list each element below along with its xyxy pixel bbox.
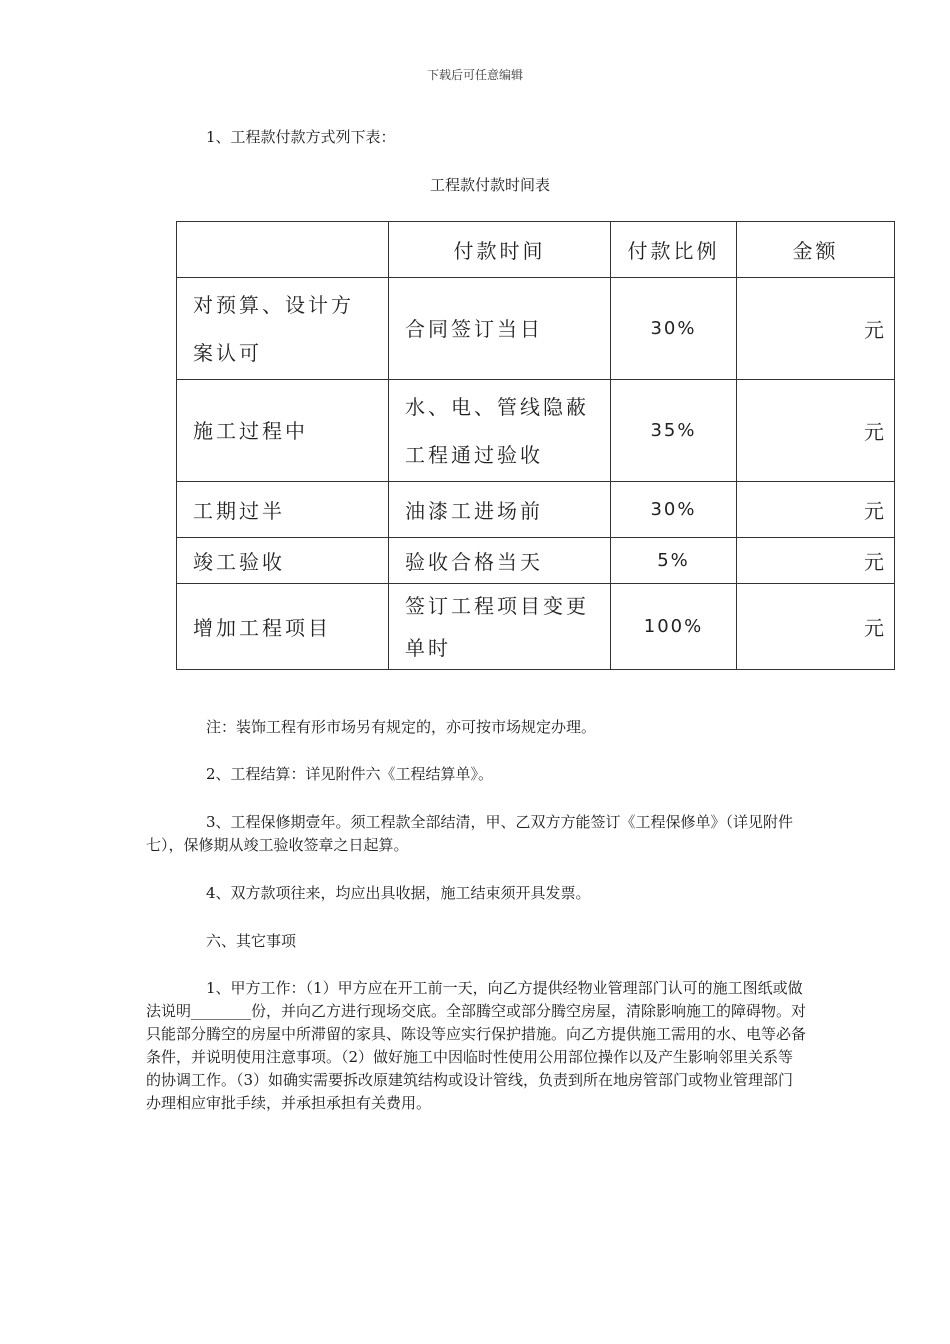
table-row	[177, 538, 895, 584]
amount-cell: 元	[737, 584, 895, 670]
header-cell-ratio: 付款比例	[611, 222, 737, 278]
amount-cell: 元	[737, 482, 895, 538]
stage-cell: 竣工验收	[177, 538, 389, 584]
table-row	[177, 482, 895, 538]
stage-cell: 工期过半	[177, 482, 389, 538]
ratio-cell: 100%	[611, 584, 737, 670]
time-cell: 签订工程项目变更单时	[389, 584, 611, 670]
ratio-cell: 30%	[611, 482, 737, 538]
time-cell: 油漆工进场前	[389, 482, 611, 538]
settlement-paragraph: 2、工程结算：详见附件六《工程结算单》。	[206, 765, 494, 783]
warranty-paragraph: 3、工程保修期壹年。须工程款全部结清，甲、乙双方方能签订《工程保修单》（详见附件七），保修期从竣工验收签章之日起算。	[146, 813, 794, 854]
table-row	[177, 278, 895, 380]
table-title: 工程款付款时间表	[429, 176, 550, 194]
stage-cell: 施工过程中	[177, 380, 389, 482]
stage-cell: 对预算、设计方案认可	[177, 278, 389, 380]
header-cell-time: 付款时间	[389, 222, 611, 278]
time-cell: 合同签订当日	[389, 278, 611, 380]
time-cell: 验收合格当天	[389, 538, 611, 584]
note-paragraph: 注：装饰工程有形市场另有规定的，亦可按市场规定办理。	[206, 718, 597, 736]
ratio-cell: 5%	[611, 538, 737, 584]
payment-receipt-paragraph: 4、双方款项往来，均应出具收据，施工结束须开具发票。	[206, 884, 591, 902]
party-a-duties-paragraph: 1、甲方工作：（1）甲方应在开工前一天，向乙方提供经物业管理部门认可的施工图纸或做法说明________份，并向乙方进行现场交底。全部腾空或部分腾空房屋，清除影响施工的障碍物。对只能部分腾空的房屋中所滞留的家具、陈设等应实行保护措施。向乙方提供施工需用的水、电等必备条件，并说明使用注意事项。（2）做好施工中因临时性使用公用部位操作以及产生影响邻里关系等的协调工作。（3）如确实需要拆改原建筑结构或设计管线，负责到所在地房管部门或物业管理部门办理相应审批手续，并承担承担有关费用。	[146, 979, 807, 1112]
table-row	[177, 584, 895, 670]
time-cell: 水、电、管线隐蔽工程通过验收	[389, 380, 611, 482]
table-row	[177, 380, 895, 482]
header-cell-amount: 金额	[737, 222, 895, 278]
header-note: 下载后可任意编辑	[426, 68, 523, 82]
header-cell-stage	[177, 222, 389, 278]
amount-cell: 元	[737, 278, 895, 380]
amount-cell: 元	[737, 380, 895, 482]
intro-paragraph: 1、工程款付款方式列下表：	[206, 128, 396, 146]
amount-cell: 元	[737, 538, 895, 584]
table-header-row	[177, 222, 895, 278]
ratio-cell: 35%	[611, 380, 737, 482]
ratio-cell: 30%	[611, 278, 737, 380]
section-heading: 六、其它事项	[206, 932, 297, 950]
payment-schedule-table	[176, 221, 895, 670]
stage-cell: 增加工程项目	[177, 584, 389, 670]
